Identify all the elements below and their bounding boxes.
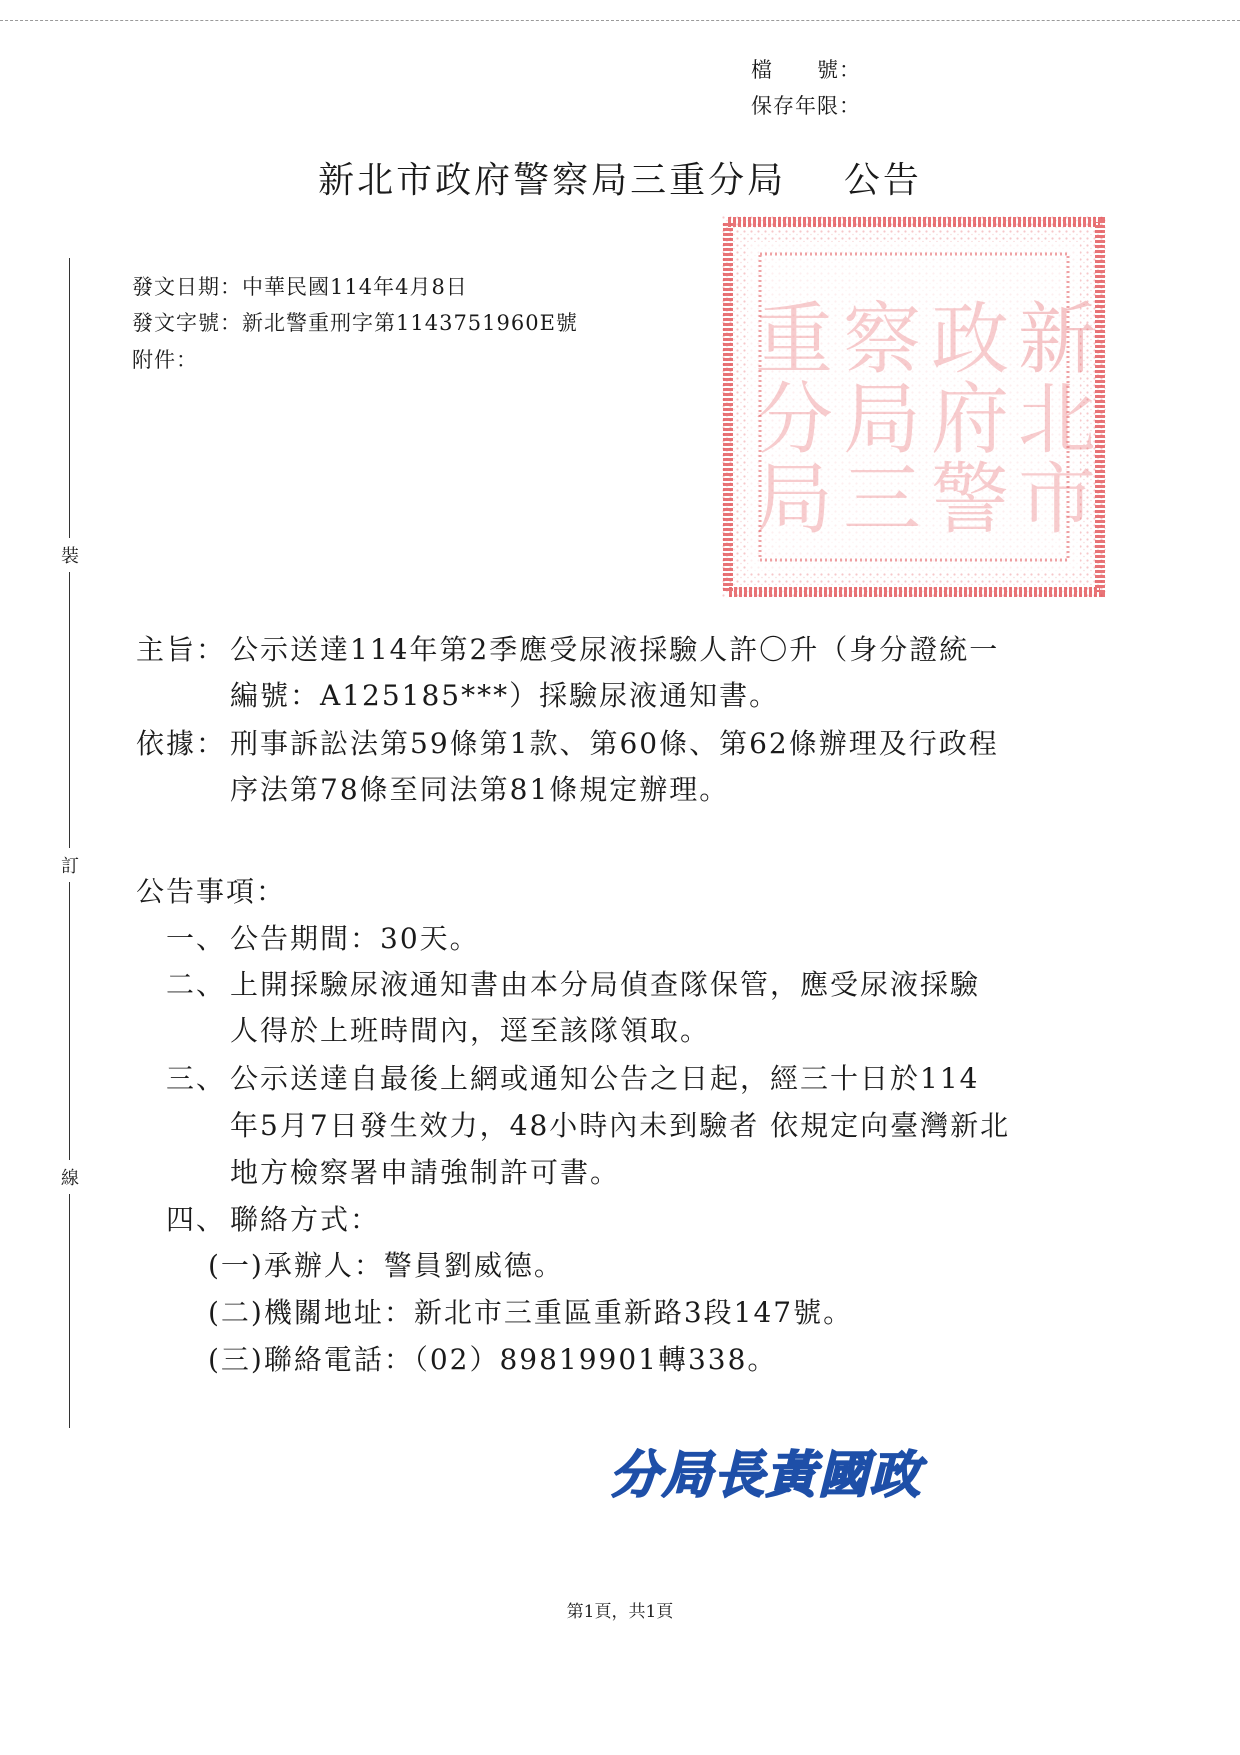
director-signature <box>610 1406 1030 1516</box>
title-type: 公告 <box>843 160 922 201</box>
binding-mark-xian: 線 <box>58 1160 82 1194</box>
svg-text:市: 市 <box>1017 455 1097 545</box>
svg-text:北: 北 <box>1017 375 1097 465</box>
svg-text:察: 察 <box>842 295 922 385</box>
page-number: 第1頁，共1頁 <box>566 1602 674 1622</box>
notice-item-1-line-1: 公告期間：30天。 <box>230 922 480 955</box>
basis-line-2: 序法第78條至同法第81條規定辦理。 <box>230 773 730 806</box>
top-dashed-rule <box>0 20 1240 21</box>
basis-label: 依據： <box>136 727 227 760</box>
subject-line-2: 編號：A125185***）採驗尿液通知書。 <box>230 679 780 712</box>
page-title <box>0 152 1240 203</box>
attachment-label: 附件： <box>132 348 198 372</box>
issue-date: 發文日期：中華民國114年4月8日 <box>132 275 468 299</box>
notice-item-3-line-2: 年5月7日發生效力，48小時內未到驗者 依規定向臺灣新北 <box>230 1109 1011 1142</box>
svg-text:政: 政 <box>930 295 1010 385</box>
svg-text:重: 重 <box>754 295 834 385</box>
svg-text:分局長黃國政 <box>610 1445 927 1504</box>
file-number-label: 檔 號： <box>751 58 861 82</box>
notice-item-2-num: 二、 <box>166 968 227 1001</box>
retention-label: 保存年限： <box>751 94 861 118</box>
notice-item-4-num: 四、 <box>166 1203 227 1236</box>
svg-text:三: 三 <box>842 455 922 545</box>
reference-number: 發文字號：新北警重刑字第1143751960E號 <box>132 311 578 335</box>
svg-text:分: 分 <box>754 375 834 465</box>
notice-item-3-line-1: 公示送達自最後上網或通知公告之日起，經三十日於114 <box>230 1062 980 1095</box>
subject-label: 主旨： <box>136 633 227 666</box>
svg-text:局: 局 <box>842 375 922 465</box>
notice-item-2-line-2: 人得於上班時間內，逕至該隊領取。 <box>230 1014 711 1047</box>
official-seal <box>722 216 1106 598</box>
title-org: 新北市政府警察局三重分局 <box>318 160 787 201</box>
contact-handler: (一)承辦人：警員劉威德。 <box>208 1249 564 1282</box>
basis-line-1: 刑事訴訟法第59條第1款、第60條、第62條辦理及行政程 <box>230 727 999 760</box>
svg-text:府: 府 <box>930 375 1010 465</box>
contact-phone: (三)聯絡電話：（02）89819901轉338。 <box>208 1343 778 1376</box>
binding-mark-ding: 訂 <box>58 848 82 882</box>
svg-text:局: 局 <box>754 455 834 545</box>
svg-text:新: 新 <box>1017 295 1097 385</box>
subject-line-1: 公示送達114年第2季應受尿液採驗人許〇升（身分證統一 <box>230 633 1000 666</box>
binding-line <box>69 258 70 1428</box>
signature-title: 分局長黃國政 <box>610 1445 922 1504</box>
notice-item-2-line-1: 上開採驗尿液通知書由本分局偵查隊保管，應受尿液採驗 <box>230 968 981 1001</box>
svg-text:警: 警 <box>930 455 1010 545</box>
notice-item-4-line-1: 聯絡方式： <box>230 1203 381 1236</box>
notice-item-3-line-3: 地方檢察署申請強制許可書。 <box>230 1156 621 1189</box>
notice-heading: 公告事項： <box>136 875 287 908</box>
notice-item-3-num: 三、 <box>166 1062 227 1095</box>
binding-mark-zhuang: 裝 <box>58 538 82 572</box>
notice-item-1-num: 一、 <box>166 922 227 955</box>
contact-address: (二)機關地址：新北市三重區重新路3段147號。 <box>208 1296 854 1329</box>
